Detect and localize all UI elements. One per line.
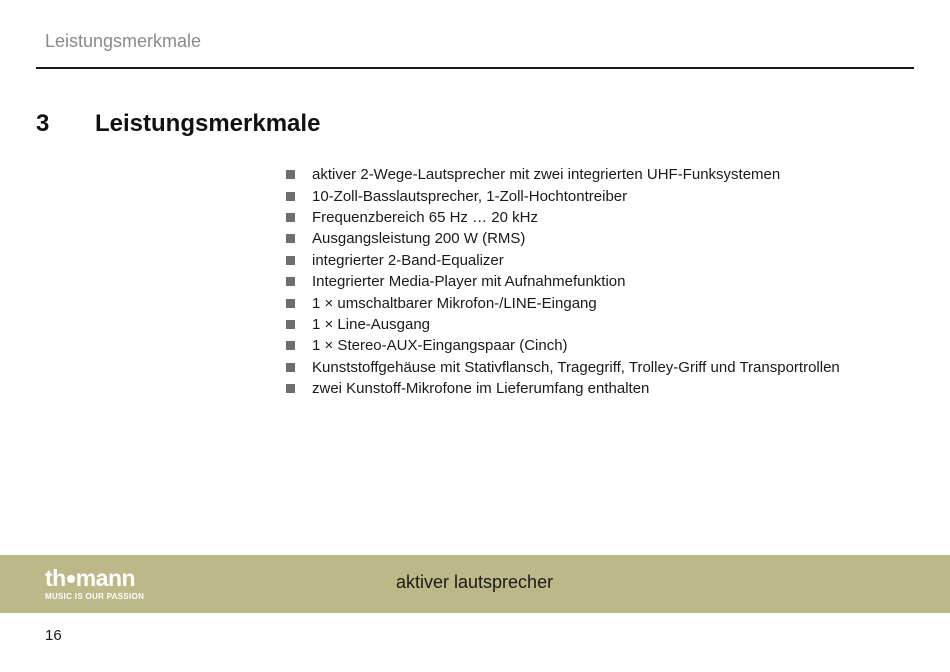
square-bullet-icon	[286, 320, 295, 329]
list-item	[286, 250, 840, 271]
feature-text: zwei Kunstoff-Mikrofone im Lieferumfang enthalten	[312, 380, 650, 398]
footer-band	[0, 555, 950, 613]
square-bullet-icon	[286, 299, 295, 308]
list-item	[286, 207, 840, 228]
square-bullet-icon	[286, 213, 295, 222]
feature-text: 1 × Stereo-AUX-Eingangspaar (Cinch)	[312, 337, 568, 355]
square-bullet-icon	[286, 277, 295, 286]
header-rule	[36, 67, 914, 69]
list-item	[286, 314, 840, 335]
feature-text: 1 × Line-Ausgang	[312, 315, 431, 333]
square-bullet-icon	[286, 384, 295, 393]
page-number: 16	[45, 627, 62, 644]
square-bullet-icon	[286, 192, 295, 201]
list-item	[286, 292, 840, 313]
feature-text: Frequenzbereich 65 Hz … 20 kHz	[312, 208, 538, 226]
brand-logo	[45, 566, 144, 601]
square-bullet-icon	[286, 256, 295, 265]
feature-text: Integrierter Media-Player mit Aufnahmefunktion	[312, 273, 626, 291]
section-number: 3	[36, 110, 50, 137]
feature-text: aktiver 2-Wege-Lautsprecher mit zwei integrierten UHF-Funksystemen	[312, 166, 781, 184]
list-item	[286, 228, 840, 249]
logo-wordmark: th mann	[45, 565, 136, 591]
footer-product-name: aktiver lautsprecher	[396, 572, 554, 592]
logo-dot-icon	[67, 575, 75, 583]
feature-list	[286, 164, 840, 399]
square-bullet-icon	[286, 341, 295, 350]
list-item	[286, 185, 840, 206]
feature-text: Kunststoffgehäuse mit Stativflansch, Tragegriff, Trolley-Griff und Transportrollen	[312, 358, 840, 376]
list-item	[286, 271, 840, 292]
square-bullet-icon	[286, 363, 295, 372]
logo-tagline: MUSIC IS OUR PASSION	[45, 592, 145, 601]
list-item	[286, 335, 840, 356]
feature-text: 1 × umschaltbarer Mikrofon-/LINE-Eingang	[312, 294, 597, 312]
running-header: Leistungsmerkmale	[45, 31, 202, 51]
feature-text: integrierter 2-Band-Equalizer	[312, 251, 504, 269]
list-item	[286, 164, 840, 185]
section-title: Leistungsmerkmale	[95, 110, 321, 137]
square-bullet-icon	[286, 234, 295, 243]
feature-text: 10-Zoll-Basslautsprecher, 1-Zoll-Hochtontreiber	[312, 187, 628, 205]
list-item	[286, 378, 840, 399]
list-item	[286, 357, 840, 378]
square-bullet-icon	[286, 170, 295, 179]
feature-text: Ausgangsleistung 200 W (RMS)	[312, 230, 526, 248]
